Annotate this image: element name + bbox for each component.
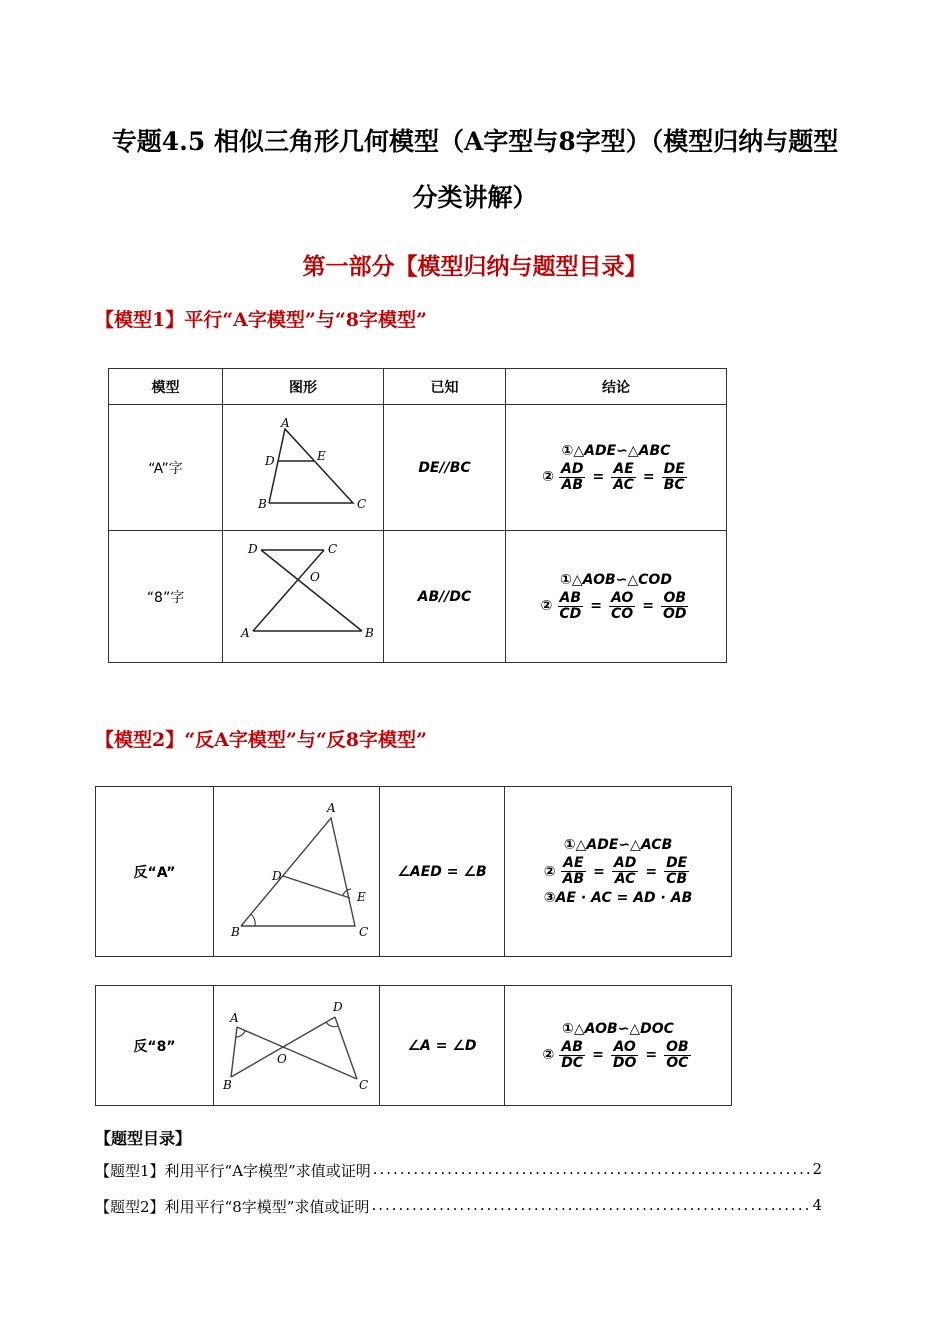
segment-ca — [253, 550, 324, 631]
conclusion-similarity: ①△AOB∽△DOC — [562, 1020, 674, 1037]
fraction-denominator: OC — [666, 1054, 689, 1071]
row-label: 反“8” — [96, 986, 214, 1106]
fraction-denominator: AC — [613, 476, 634, 493]
title-line-1: 专题4.5 相似三角形几何模型（A字型与8字型）（模型归纳与题型 — [111, 127, 839, 156]
angle-d-mark — [326, 1022, 338, 1027]
point-c-label: C — [328, 541, 338, 556]
ratio-fraction — [559, 462, 585, 493]
conclusion-cell — [505, 787, 732, 957]
ratio-fraction — [559, 1040, 585, 1071]
part-heading: 第一部分【模型归纳与题型目录】 — [302, 253, 648, 280]
ratio-fraction — [557, 591, 583, 622]
point-e-label: E — [356, 889, 366, 904]
fraction-numerator: AB — [561, 1038, 583, 1055]
point-b-label: B — [230, 924, 240, 939]
equals-sign: = — [592, 469, 605, 485]
conclusion-similarity: ①△AOB∽△COD — [560, 571, 672, 588]
point-a-label: A — [281, 415, 290, 430]
fraction-numerator: AD — [561, 460, 584, 477]
point-b-label: B — [258, 496, 267, 511]
point-c-label: C — [358, 1077, 368, 1092]
model1-heading: 【模型1】平行“A字模型”与“8字模型” — [95, 309, 427, 331]
fraction-numerator: AB — [559, 589, 582, 606]
point-c-label: C — [358, 924, 368, 939]
segment-dc — [335, 1017, 357, 1079]
conclusion-mark: ② — [542, 1047, 555, 1063]
fraction-denominator: DO — [612, 1054, 637, 1071]
model1-row-8 — [109, 531, 727, 663]
toc-item-text: 【题型2】利用平行“8字模型”求值或证明 — [95, 1198, 370, 1216]
header-conclusion: 结论 — [506, 369, 727, 405]
fraction-denominator: AB — [561, 476, 583, 493]
fraction-denominator: CO — [611, 605, 634, 622]
model1-table — [108, 368, 727, 663]
ratio-fraction — [661, 591, 689, 622]
header-model: 模型 — [109, 369, 223, 405]
fraction-denominator: CD — [559, 605, 582, 622]
conclusion-mark: ② — [543, 863, 556, 880]
a-shape-figure — [228, 407, 378, 525]
segment-ac — [237, 1027, 357, 1079]
triangle-abc — [241, 818, 355, 926]
conclusion-ratios — [505, 856, 731, 887]
point-a-label: A — [326, 800, 336, 815]
fraction-denominator: CB — [666, 871, 688, 887]
eight-shape-figure — [228, 533, 378, 657]
conclusion-similarity: ①△ADE∽△ABC — [561, 442, 671, 459]
fraction-denominator: OD — [663, 605, 687, 622]
reverse-8-figure — [217, 989, 377, 1099]
figure-cell — [223, 531, 384, 663]
fraction-numerator: OB — [666, 1038, 689, 1055]
equals-sign: = — [590, 598, 602, 614]
toc-item-text: 【题型1】利用平行“A字模型”求值或证明 — [95, 1162, 371, 1180]
angle-b-mark — [251, 914, 255, 926]
angle-a-mark — [236, 1031, 245, 1037]
row-label: “8”字 — [109, 531, 223, 663]
conclusion-cell — [506, 405, 727, 531]
model2-table-reverse-8 — [95, 985, 732, 1106]
equals-sign: = — [645, 863, 658, 880]
title-line-2: 分类讲解） — [412, 183, 538, 212]
fraction-numerator: AO — [613, 1038, 636, 1055]
segment-bd — [231, 1017, 335, 1077]
toc-item[interactable] — [95, 1160, 822, 1181]
model2-table-reverse-a — [95, 786, 732, 957]
model2-heading: 【模型2】“反A字模型”与“反8字模型” — [95, 729, 427, 751]
point-o-label: O — [310, 569, 320, 584]
model1-row-a — [109, 405, 727, 531]
known-condition: AB//DC — [384, 531, 506, 663]
known-condition: DE//BC — [384, 405, 506, 531]
fraction-numerator: DE — [666, 855, 688, 871]
row-label: 反“A” — [96, 787, 214, 957]
toc-heading: 【题型目录】 — [95, 1129, 192, 1148]
header-known: 已知 — [384, 369, 506, 405]
ratio-fraction — [561, 856, 587, 887]
point-a-label: A — [241, 625, 250, 640]
fraction-denominator: AB — [562, 871, 585, 887]
header-figure: 图形 — [223, 369, 384, 405]
conclusion-mark: ② — [542, 469, 555, 485]
known-condition: ∠A = ∠D — [380, 986, 505, 1106]
equals-sign: = — [642, 598, 654, 614]
fraction-denominator: AC — [614, 871, 636, 887]
conclusion-cell — [506, 531, 727, 663]
triangle-abc — [269, 429, 353, 503]
equals-sign: = — [593, 863, 605, 880]
toc-item-page: 4 — [812, 1196, 822, 1214]
equals-sign: = — [592, 1047, 604, 1063]
fraction-numerator: AE — [563, 855, 584, 871]
conclusion-similarity: ①△ADE∽△ACB — [563, 837, 673, 853]
ratio-fraction — [664, 1040, 691, 1071]
row-label: “A”字 — [109, 405, 223, 531]
point-d-label: D — [332, 999, 343, 1014]
toc-item-page: 2 — [812, 1160, 822, 1178]
document-title — [60, 114, 890, 226]
point-d-label: D — [248, 541, 258, 556]
point-d-label: D — [271, 868, 282, 883]
equals-sign: = — [642, 469, 655, 485]
toc-leader-dots — [373, 1160, 811, 1181]
fraction-numerator: OB — [663, 589, 687, 606]
point-b-label: B — [222, 1077, 232, 1092]
ratio-fraction — [662, 462, 687, 493]
point-c-label: C — [357, 496, 367, 511]
ratio-fraction — [609, 591, 635, 622]
model1-header-row — [109, 369, 727, 405]
known-condition: ∠AED = ∠B — [380, 787, 505, 957]
conclusion-ratios — [505, 1040, 731, 1071]
toc-item[interactable] — [95, 1196, 822, 1217]
fraction-numerator: AO — [610, 589, 634, 606]
point-o-label: O — [276, 1051, 287, 1066]
fraction-numerator: AE — [613, 460, 634, 477]
figure-cell — [214, 986, 380, 1106]
conclusion-cell — [505, 986, 732, 1106]
segment-ab — [231, 1027, 237, 1077]
model2-row-reverse-8 — [96, 986, 732, 1106]
reverse-a-figure — [217, 790, 377, 950]
conclusion-mark: ② — [540, 598, 553, 614]
fraction-denominator: BC — [663, 476, 685, 493]
equals-sign: = — [645, 1047, 658, 1063]
toc-leader-dots — [371, 1196, 810, 1217]
fraction-numerator: DE — [663, 460, 685, 477]
figure-cell — [214, 787, 380, 957]
conclusion-ratios — [506, 462, 726, 493]
segment-de — [283, 876, 350, 898]
model2-row-reverse-a — [96, 787, 732, 957]
conclusion-ratios — [506, 591, 726, 622]
point-d-label: D — [265, 453, 275, 468]
ratio-fraction — [611, 462, 636, 493]
segment-db — [261, 550, 362, 631]
figure-cell — [223, 405, 384, 531]
point-a-label: A — [229, 1010, 239, 1025]
point-b-label: B — [365, 625, 374, 640]
ratio-fraction — [612, 856, 638, 887]
fraction-denominator: DC — [561, 1054, 584, 1071]
fraction-numerator: AD — [613, 855, 637, 871]
point-e-label: E — [317, 448, 326, 463]
ratio-fraction — [611, 1040, 639, 1071]
ratio-fraction — [664, 856, 689, 887]
conclusion-product: ③AE · AC = AD · AB — [543, 890, 693, 906]
